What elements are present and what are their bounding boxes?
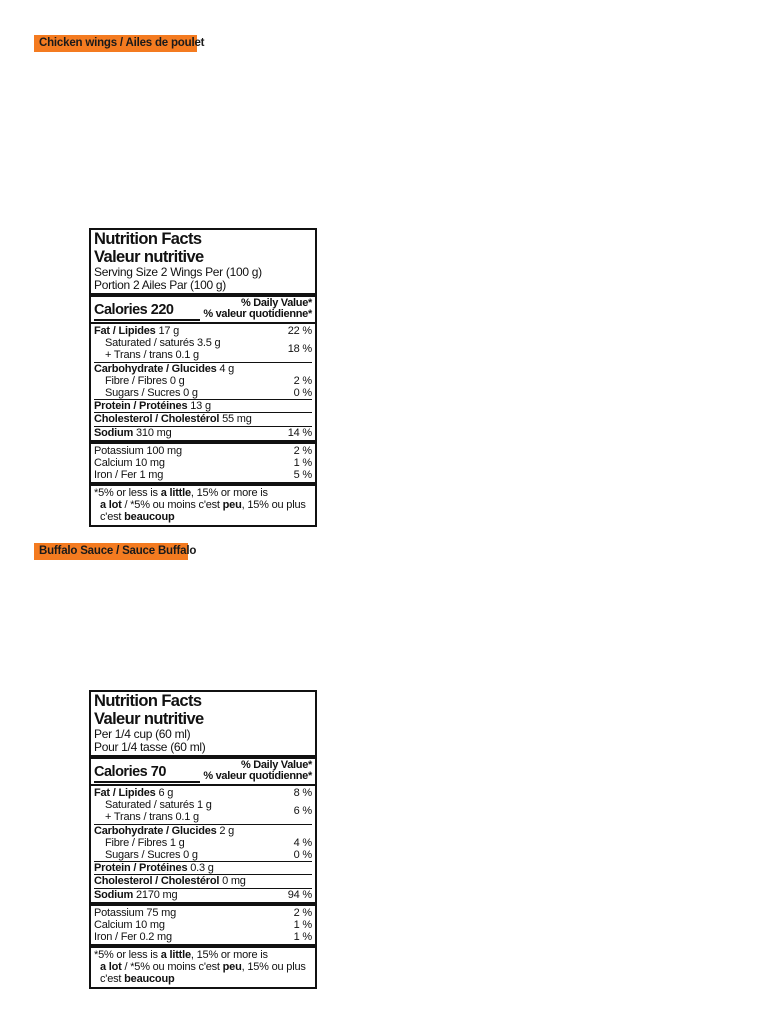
section-tag-chicken-wings: Chicken wings / Ailes de poulet: [34, 35, 197, 52]
footnote: [94, 948, 312, 985]
calcium-label: Calcium 10 mg: [94, 919, 165, 932]
serving-size-en: Per 1/4 cup (60 ml): [94, 727, 191, 741]
footnote-bold: beaucoup: [124, 973, 175, 986]
carb-row: [94, 363, 312, 375]
fibre-row: [94, 837, 312, 849]
sugars-row: [94, 849, 312, 861]
iron-percent: 5 %: [293, 469, 312, 482]
sodium-percent: 94 %: [287, 888, 312, 901]
footnote-bold: peu: [222, 961, 242, 974]
saturated-row: Saturated / saturés 1 g: [105, 799, 212, 812]
title-fr: Valeur nutritive: [94, 247, 204, 266]
cholesterol-row: [94, 413, 312, 425]
calcium-row: [94, 457, 312, 469]
fat-amount: 6 g: [158, 787, 174, 799]
potassium-label: Potassium 75 mg: [94, 906, 176, 919]
calcium-label: Calcium 10 mg: [94, 457, 165, 470]
fibre-label: Fibre / Fibres 1 g: [105, 836, 185, 849]
calories: Calories 70: [94, 764, 200, 783]
fibre-label: Fibre / Fibres 0 g: [105, 374, 185, 387]
daily-value-header: [203, 760, 312, 783]
fat-percent: 22 %: [287, 325, 312, 337]
sodium-amount: 2170 mg: [136, 888, 178, 901]
footnote-text: / *5% ou moins c'est: [121, 961, 223, 974]
sat-trans-percent: 6 %: [293, 805, 312, 818]
potassium-row: [94, 906, 312, 919]
serving-size-en: Serving Size 2 Wings Per (100 g): [94, 265, 262, 279]
daily-value-header: [203, 298, 312, 321]
cholesterol-amount: 0 mg: [222, 875, 246, 888]
fat-row: [94, 786, 312, 799]
footnote-text: *5% or less is: [94, 949, 161, 962]
carb-label: Carbohydrate / Glucides: [94, 824, 217, 837]
sugars-row: [94, 387, 312, 399]
nutrition-facts-table: [89, 690, 317, 989]
title-en: Nutrition Facts: [94, 692, 202, 710]
sodium-label: Sodium: [94, 426, 134, 439]
cholesterol-label: Cholesterol / Cholestérol: [94, 875, 220, 888]
iron-percent: 1 %: [293, 931, 312, 944]
cholesterol-label: Cholesterol / Cholestérol: [94, 413, 220, 426]
cholesterol-row: [94, 875, 312, 887]
fat-label: Fat / Lipides: [94, 325, 156, 337]
potassium-label: Potassium 100 mg: [94, 444, 182, 457]
fat-percent: 8 %: [293, 787, 312, 799]
section-tag-buffalo-sauce: Buffalo Sauce / Sauce Buffalo: [34, 543, 188, 560]
potassium-percent: 2 %: [293, 444, 312, 457]
sodium-label: Sodium: [94, 888, 134, 901]
carb-amount: 4 g: [219, 362, 235, 375]
serving-size-fr: Portion 2 Ailes Par (100 g): [94, 277, 226, 292]
footnote-text: c'est: [100, 511, 125, 524]
fat-label: Fat / Lipides: [94, 787, 156, 799]
footnote-bold: peu: [222, 499, 242, 512]
sugars-percent: 0 %: [293, 387, 312, 400]
cholesterol-amount: 55 mg: [222, 413, 252, 426]
footnote-text: , 15% or more is: [190, 487, 268, 500]
sodium-percent: 14 %: [287, 426, 312, 439]
daily-value-en: % Daily Value*: [240, 759, 312, 771]
footnote-text: , 15% or more is: [190, 949, 268, 962]
fibre-row: [94, 375, 312, 387]
fat-row: [94, 324, 312, 337]
protein-label: Protein / Protéines: [94, 400, 188, 413]
fibre-percent: 2 %: [293, 374, 312, 387]
footnote-bold: a little: [160, 487, 191, 500]
carb-amount: 2 g: [219, 824, 235, 837]
footnote: [94, 486, 312, 523]
protein-row: [94, 400, 312, 412]
sodium-row: [94, 889, 312, 901]
calories: Calories 220: [94, 302, 200, 321]
daily-value-fr: % valeur quotidienne*: [203, 770, 312, 782]
iron-label: Iron / Fer 1 mg: [94, 469, 164, 482]
footnote-text: , 15% ou plus: [241, 961, 306, 974]
footnote-text: / *5% ou moins c'est: [121, 499, 223, 512]
iron-label: Iron / Fer 0.2 mg: [94, 931, 172, 944]
footnote-text: c'est: [100, 973, 125, 986]
carb-label: Carbohydrate / Glucides: [94, 362, 217, 375]
daily-value-fr: % valeur quotidienne*: [203, 308, 312, 320]
sat-trans-percent: 18 %: [287, 343, 312, 356]
carb-row: [94, 825, 312, 837]
calcium-row: [94, 919, 312, 931]
sugars-label: Sugars / Sucres 0 g: [105, 387, 198, 400]
protein-row: [94, 862, 312, 874]
footnote-bold: a little: [160, 949, 191, 962]
calories-row: [94, 759, 312, 783]
sat-trans-group: [94, 337, 312, 361]
calories-row: [94, 297, 312, 321]
footnote-bold: a lot: [100, 499, 122, 512]
fibre-percent: 4 %: [293, 836, 312, 849]
iron-row: [94, 469, 312, 481]
title-en: Nutrition Facts: [94, 230, 202, 248]
nutrition-facts-table: [89, 228, 317, 527]
calcium-percent: 1 %: [293, 457, 312, 470]
calcium-percent: 1 %: [293, 919, 312, 932]
footnote-bold: beaucoup: [124, 511, 175, 524]
saturated-row: Saturated / saturés 3.5 g: [105, 337, 221, 350]
protein-amount: 0.3 g: [190, 862, 214, 875]
footnote-text: , 15% ou plus: [241, 499, 306, 512]
daily-value-en: % Daily Value*: [240, 297, 312, 309]
sat-trans-group: [94, 799, 312, 823]
footnote-bold: a lot: [100, 961, 122, 974]
fat-amount: 17 g: [158, 325, 180, 337]
potassium-row: [94, 444, 312, 457]
sugars-label: Sugars / Sucres 0 g: [105, 849, 198, 862]
title-fr: Valeur nutritive: [94, 709, 204, 728]
sodium-amount: 310 mg: [136, 426, 172, 439]
sugars-percent: 0 %: [293, 849, 312, 862]
sodium-row: [94, 427, 312, 439]
potassium-percent: 2 %: [293, 906, 312, 919]
trans-row: + Trans / trans 0.1 g: [105, 349, 199, 362]
footnote-text: *5% or less is: [94, 487, 161, 500]
protein-amount: 13 g: [190, 400, 211, 413]
protein-label: Protein / Protéines: [94, 862, 188, 875]
iron-row: [94, 931, 312, 943]
trans-row: + Trans / trans 0.1 g: [105, 811, 199, 824]
serving-size-fr: Pour 1/4 tasse (60 ml): [94, 739, 206, 754]
